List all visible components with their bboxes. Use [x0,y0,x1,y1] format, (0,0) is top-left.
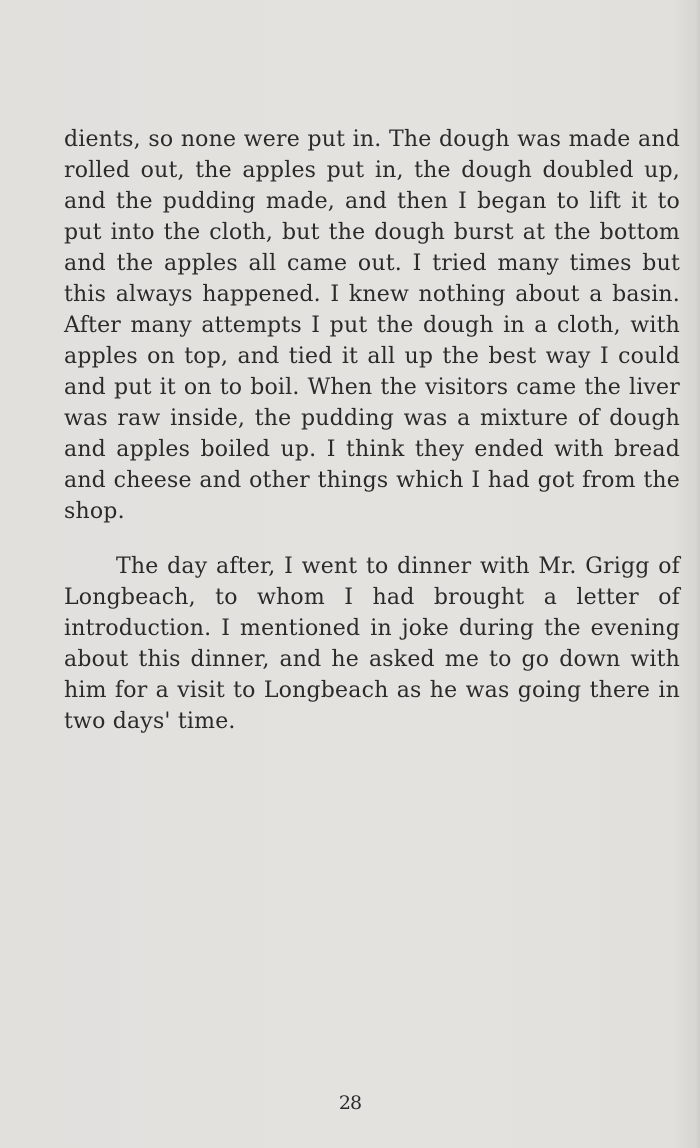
body-text [64,124,680,737]
page-edge-shadow [694,0,700,1148]
paragraph-1: dients, so none were put in. The dough was made and rolled out, the apples put in, the dough doubled up, and the pudding made, and then I began to lift it to put into the cloth, but the dough burst at the bottom and the apples all came out. I tried many times but this always happened. I knew nothing about a basin. After many attempts I put the dough in a cloth, with apples on top, and tied it all up the best way I could and put it on to boil. When the visitors came the liver was raw inside, the pudding was a mixture of dough and apples boiled up. I think they ended with bread and cheese and other things which I had got from the shop. [64,127,680,524]
paragraph-2: The day after, I went to dinner with Mr. Grigg of Longbeach, to whom I had brought a letter of introduction. I mentioned in joke during the evening about this dinner, and he asked me to go down with him for a visit to Longbeach as he was going there in two days' time. [64,554,680,734]
page-number: 28 [338,1092,362,1114]
